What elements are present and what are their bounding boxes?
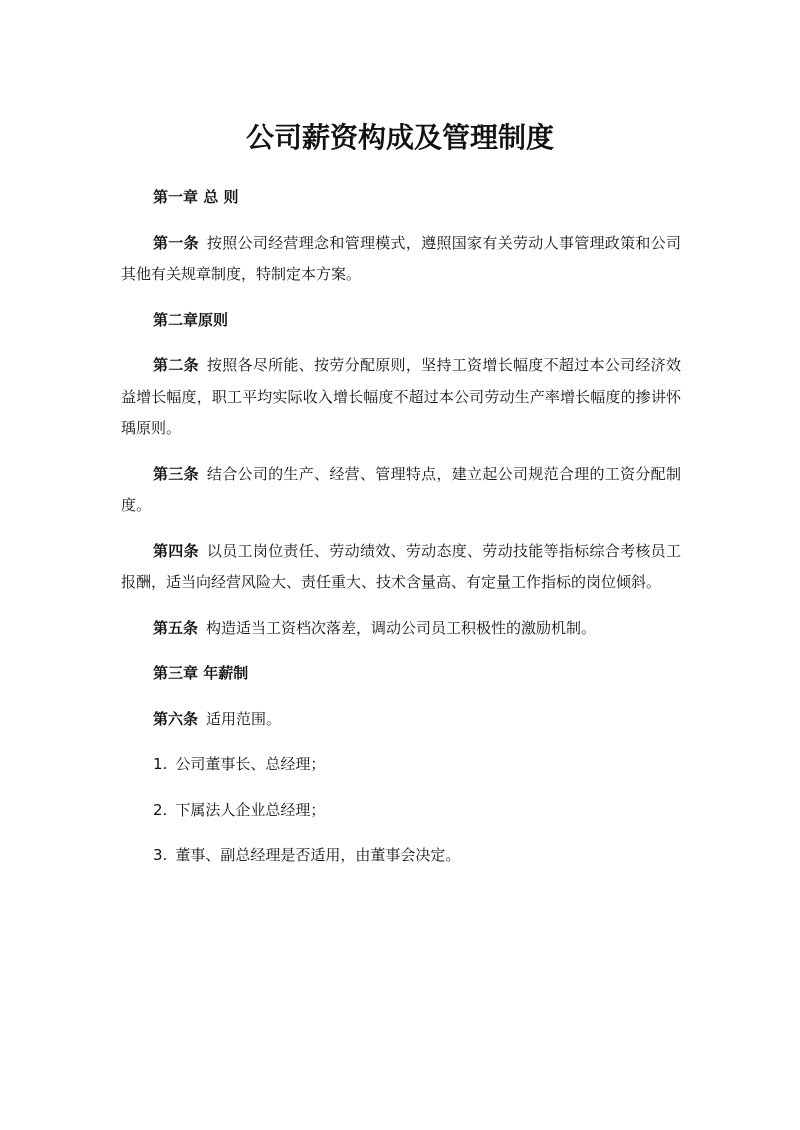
article-3 (121, 459, 681, 522)
list-item (121, 840, 681, 872)
article-3-label: 第三条 (153, 464, 199, 483)
list-item-number: 1. (153, 755, 168, 773)
list-item-text: 董事、副总经理是否适用，由董事会决定。 (175, 846, 461, 864)
list-item (121, 749, 681, 781)
article-1-text: 按照公司经营理念和管理模式，遵照国家有关劳动人事管理政策和公司其他有关规章制度，特制定本方案。 (121, 233, 681, 283)
chapter-heading-3: 第三章 年薪制 (153, 664, 249, 682)
article-1 (121, 228, 681, 291)
article-5 (121, 613, 681, 645)
article-3-text: 结合公司的生产、经营、管理特点，建立起公司规范合理的工资分配制度。 (121, 464, 681, 514)
article-4-text: 以员工岗位责任、劳动绩效、劳动态度、劳动技能等指标综合考核员工报酬，适当向经营风险大、责任重大、技术含量高、有定量工作指标的岗位倾斜。 (121, 541, 681, 591)
article-2-label: 第二条 (153, 356, 199, 374)
list-item-text: 公司董事长、总经理； (175, 755, 326, 773)
list-item (121, 795, 681, 827)
article-2 (121, 350, 681, 445)
list-item-number: 3. (153, 846, 168, 864)
article-5-label: 第五条 (153, 618, 199, 637)
article-2-text: 按照各尽所能、按劳分配原则，坚持工资增长幅度不超过本公司经济效益增长幅度，职工平均实际收入增长幅度不超过本公司劳动生产率增长幅度的掺讲怀瑀原则。 (121, 356, 681, 437)
document-body (121, 182, 681, 886)
article-4-label: 第四条 (153, 541, 199, 560)
list-item-number: 2. (153, 800, 168, 819)
article-6 (121, 704, 681, 736)
chapter-heading-2: 第二章原则 (153, 310, 229, 329)
article-6-label: 第六条 (153, 709, 199, 728)
list-item-text: 下属法人企业总经理； (175, 800, 326, 819)
chapter-heading-1: 第一章 总 则 (153, 188, 239, 206)
article-5-text: 构造适当工资档次落差，调动公司员工积极性的激励机制。 (206, 618, 597, 637)
article-4 (121, 536, 681, 599)
article-1-label: 第一条 (153, 233, 199, 252)
article-6-text: 适用范围。 (206, 709, 282, 728)
document-title: 公司薪资构成及管理制度 (245, 121, 554, 154)
